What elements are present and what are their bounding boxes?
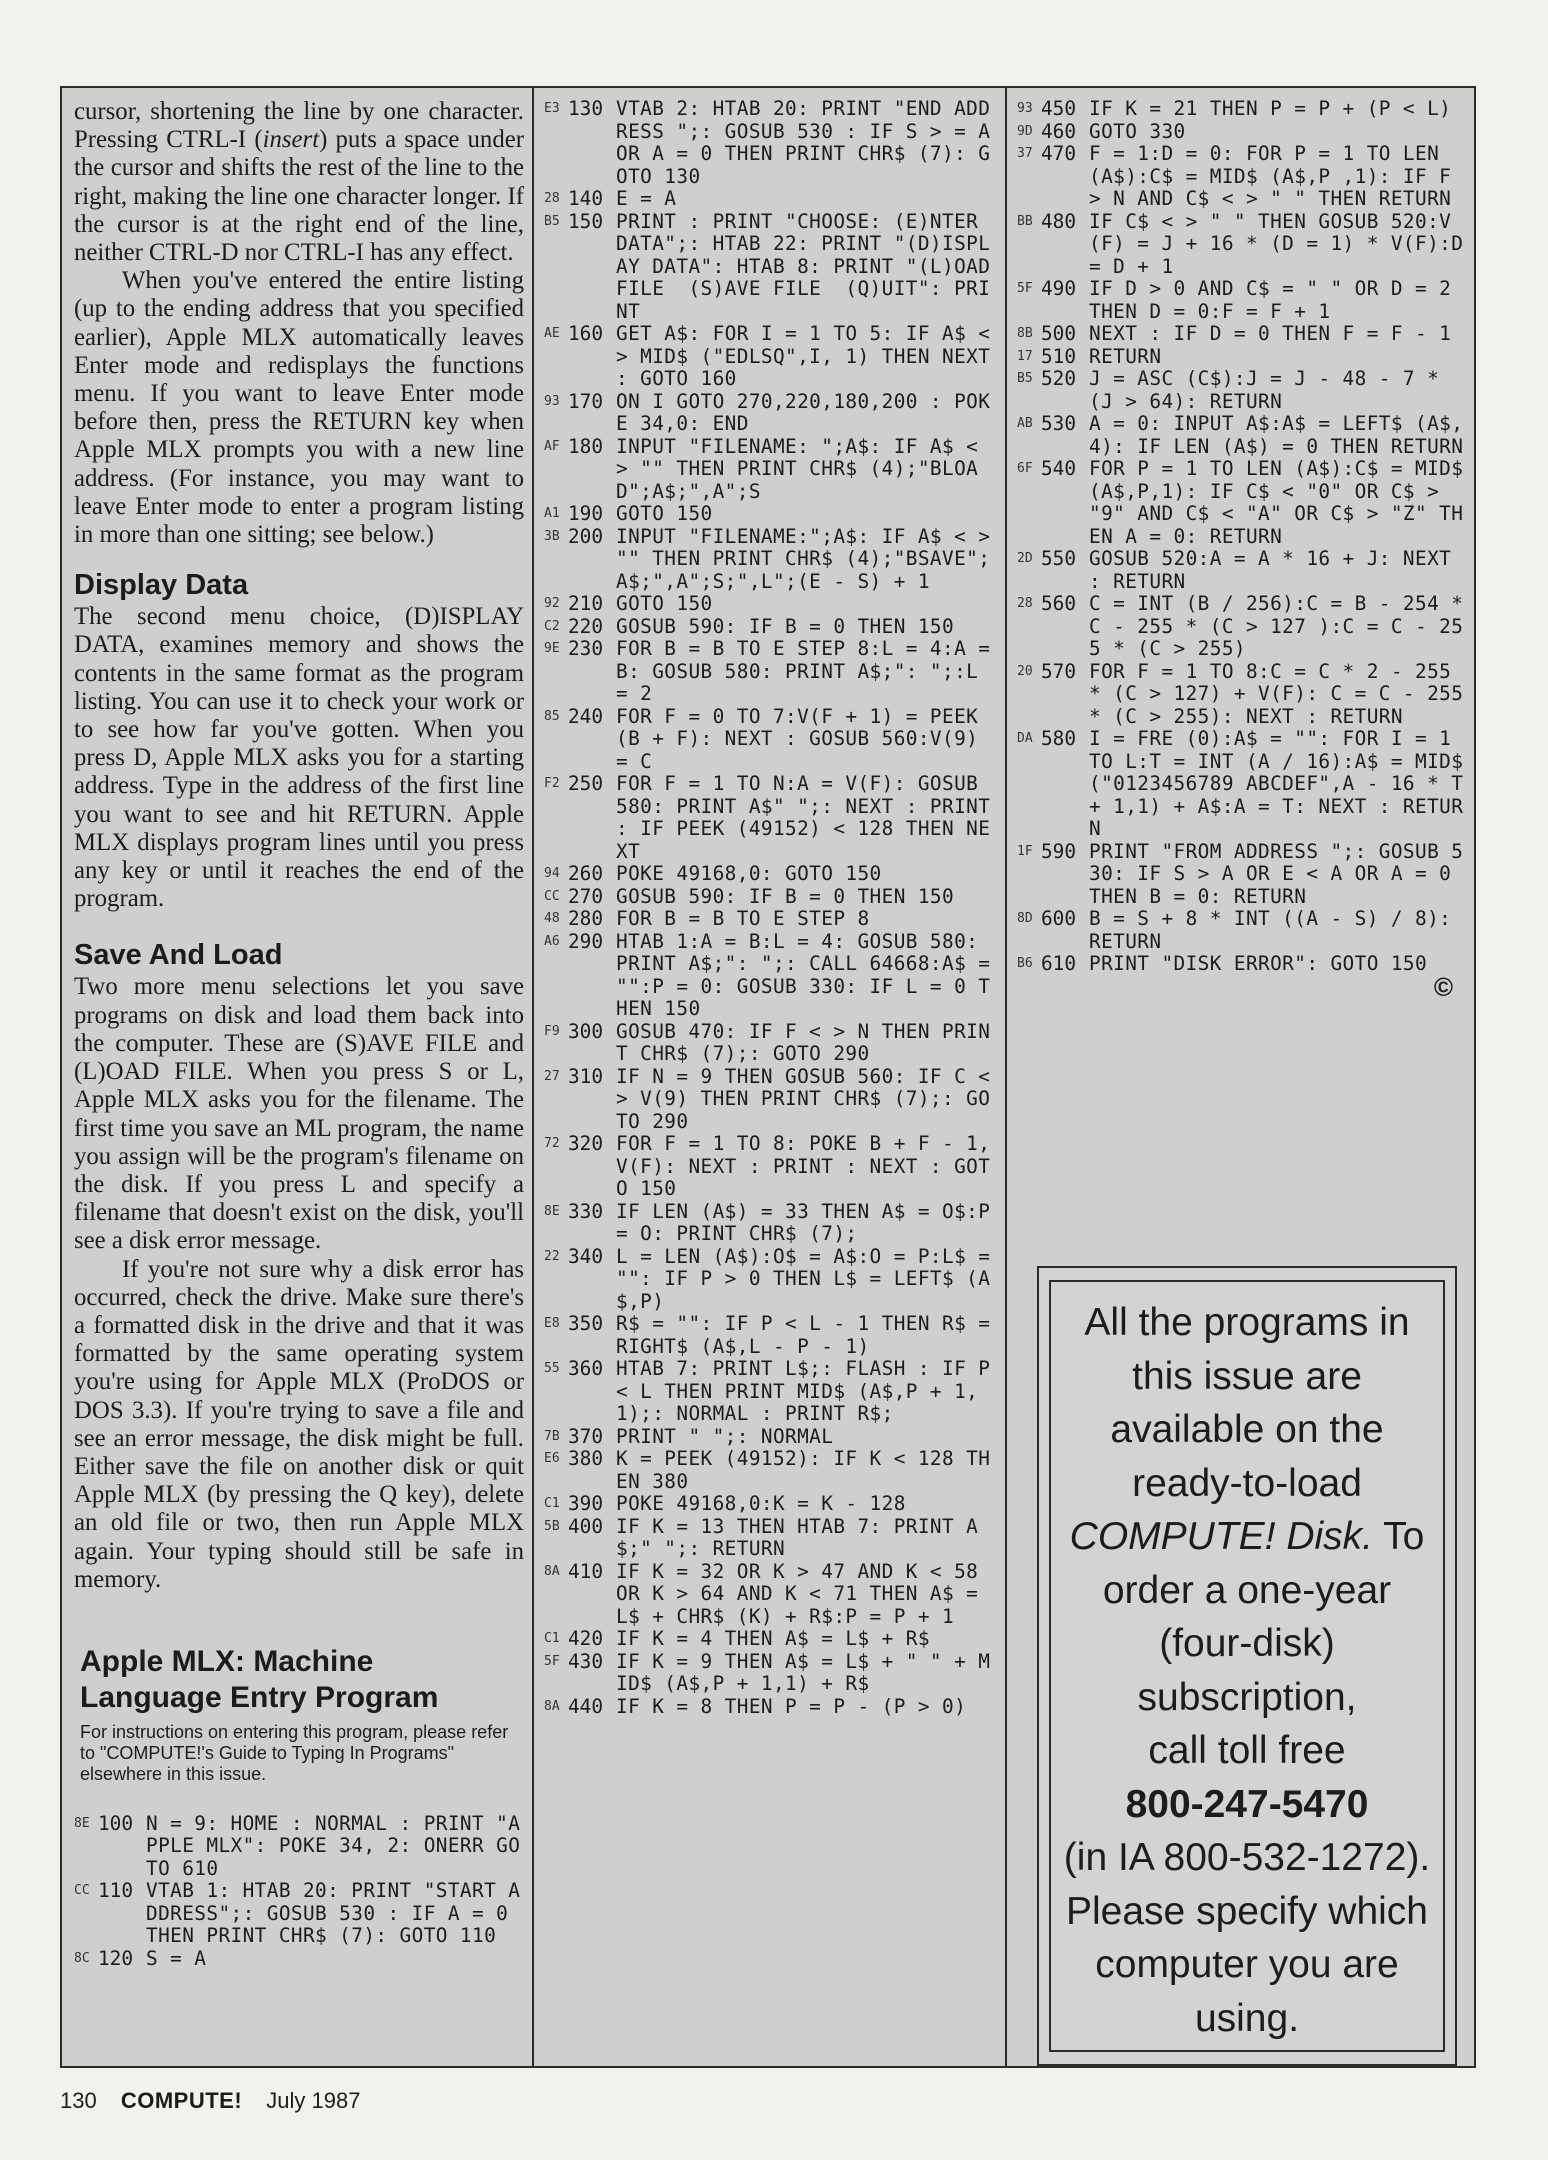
ad-text: ready-to-load [1132,1461,1362,1505]
line-number: 380 [568,1447,604,1470]
listing-line [1017,209,1476,279]
line-number: 600 [1041,907,1077,930]
basic-statement: PRINT " ";: NORMAL [616,1424,834,1448]
checksum: A1 [544,506,560,521]
checksum: 8A [544,1563,560,1579]
program-listing [1017,97,1476,976]
paragraph: Two more menu selections let you save programs on disk and load them back into the computer. These are (S)AVE FILE and (L)OAD FILE. When you press S or L, Apple MLX asks you for the filename. The first time you save an ML program, the name you assign will be the program's filename on the disk. If you press L and specify a filename that doesn't exist on the disk, you'll see a disk error message. [74,973,524,1255]
checksum: B5 [1017,371,1033,386]
magazine-page [60,86,1476,2068]
checksum: 28 [544,191,560,206]
checksum: 5F [1017,281,1033,296]
checksum: 5F [544,1653,560,1669]
checksum: AF [544,438,560,454]
line-number: 190 [568,502,604,525]
line-number: 510 [1041,344,1077,368]
listing-line [544,1696,999,1719]
program-title-line: Language Entry Program [80,1680,439,1714]
listing-line [1017,457,1476,548]
line-number: 570 [1041,659,1077,683]
basic-statement: POKE 49168,0: GOTO 150 [616,862,882,885]
line-number: 440 [568,1694,604,1718]
listing-line [544,637,1003,706]
basic-statement: GOTO 330 [1089,119,1186,143]
checksum: 55 [544,1361,560,1376]
listing-line [1017,953,1467,976]
paragraph: When you've entered the entire listing (up to the ending address that you specified earlier), Apple MLX automatically leaves Enter mode and redisplays the functions menu. If you want to leave Enter mode before then, press the RETURN key when Apple MLX prompts you with a new line address. (For instance, you may want to leave Enter mode to enter a program listing in more than one sitting; see below.) [74,267,524,549]
issue-date: July 1987 [266,2088,361,2113]
basic-statement: IF K = 9 THEN A$ = L$ + " " + MID$ (A$,P + 1,1) + R$ [616,1649,991,1695]
listing-line [1017,98,1467,121]
checksum: B5 [544,213,560,229]
basic-statement: NEXT : IF D = 0 THEN F = F - 1 [1089,322,1452,345]
checksum: C2 [544,618,560,634]
basic-statement: FOR F = 1 TO N:A = V(F): GOSUB 580: PRINT A$" ";: NEXT : PRINT : IF PEEK (49152) < 128 THEN NEXT [616,772,1003,863]
listing-line [1017,143,1467,211]
line-number: 170 [568,389,604,413]
basic-statement: IF K = 4 THEN A$ = L$ + R$ [616,1627,930,1650]
checksum: 28 [1017,596,1033,611]
checksum: 5B [544,1518,560,1534]
line-number: 550 [1041,547,1077,570]
checksum: CC [544,888,560,904]
basic-statement: HTAB 7: PRINT L$;: FLASH : IF P < L THEN PRINT MID$ (A$,P + 1,1);: NORMAL : PRINT R$; [616,1357,1003,1425]
line-number: 280 [568,907,604,930]
line-number: 290 [568,929,604,953]
listing-line [544,97,1003,188]
disk-subscription-ad [1037,1266,1457,2066]
listing-line [544,188,999,211]
basic-statement: IF K = 13 THEN HTAB 7: PRINT A$;" ";: RETURN [616,1514,979,1560]
column-2 [544,97,1003,1718]
basic-statement: IF LEN (A$) = 33 THEN A$ = O$:P = O: PRINT CHR$ (7); [616,1199,1003,1245]
basic-statement: HTAB 1:A = B:L = 4: GOSUB 580: PRINT A$;": ";: CALL 64668:A$ = "":P = 0: GOSUB 330: IF L = 0 THEN 150 [616,929,1003,1020]
checksum: 85 [544,708,560,724]
basic-statement: IF D > 0 AND C$ = " " OR D = 2 THEN D = 0:F = F + 1 [1089,277,1464,323]
ad-text: computer you are [1095,1943,1399,1986]
listing-line [1017,368,1467,413]
basic-statement: GOSUB 470: IF F < > N THEN PRINT CHR$ (7);: GOTO 290 [616,1019,991,1065]
ad-text-line [1051,1510,1443,1564]
listing-line [1017,659,1476,729]
listing-line [544,1493,999,1516]
column-3 [1017,97,1476,2040]
line-number: 420 [568,1627,604,1650]
ad-text: To [1373,1515,1425,1558]
line-number: 110 [98,1879,134,1903]
listing-line [544,1357,1003,1426]
basic-statement: FOR F = 1 TO 8:C = C * 2 - 255 * (C > 127) + V(F): C = C - 255 * (C > 255): NEXT : RETURN [1089,659,1476,728]
line-number: 460 [1041,119,1077,143]
basic-statement: A = 0: INPUT A$:A$ = LEFT$ (A$,4): IF LEN (A$) = 0 THEN RETURN [1089,412,1464,458]
checksum: E8 [544,1316,560,1331]
listing-line [1017,592,1476,661]
basic-statement: B = S + 8 * INT ((A - S) / 8): RETURN [1089,907,1464,953]
checksum: 72 [544,1136,560,1151]
checksum: AB [1017,416,1033,431]
checksum: 9D [1017,123,1033,139]
basic-statement: IF K = 32 OR K > 47 AND K < 58 OR K > 64 AND K < 71 THEN A$ = L$ + CHR$ (K) + R$:P = P + 1 [616,1559,991,1628]
basic-statement: VTAB 2: HTAB 20: PRINT "END ADDRESS ";: GOSUB 530 : IF S > = A OR A = 0 THEN PRINT CHR$ (7): GOTO 130 [616,97,1003,188]
listing-line [1017,346,1467,369]
basic-statement: GOSUB 520:A = A * 16 + J: NEXT : RETURN [1089,547,1464,593]
listing-line [1017,413,1467,458]
basic-statement: I = FRE (0):A$ = "": FOR I = 1 TO L:T = INT (A / 16):A$ = MID$ ("0123456789 ABCDEF",A - 16 * T + 1,1) + A$:A = T: NEXT : RETURN [1089,727,1476,840]
listing-line [544,524,1003,594]
basic-statement: F = 1:D = 0: FOR P = 1 TO LEN (A$):C$ = MID$ (A$,P ,1): IF F > N AND C$ < > " " THEN RETURN [1089,142,1464,210]
basic-statement: R$ = "": IF P < L - 1 THEN R$ = RIGHT$ (A$,L - P - 1) [616,1312,1003,1358]
line-number: 580 [1041,727,1077,750]
line-number: 470 [1041,142,1077,165]
checksum: DA [1017,731,1033,746]
line-number: 140 [568,187,604,210]
listing-line [544,706,999,774]
checksum: C1 [544,1496,560,1511]
column-divider [532,88,534,2066]
magazine-name: COMPUTE! [120,2088,243,2113]
basic-statement: FOR F = 1 TO 8: POKE B + F - 1,V(F): NEXT : PRINT : NEXT : GOTO 150 [616,1132,991,1200]
line-number: 130 [568,97,604,120]
listing-line [544,322,1003,391]
basic-statement: N = 9: HOME : NORMAL : PRINT "APPLE MLX": POKE 34, 2: ONERR GOTO 610 [146,1811,521,1880]
listing-line [544,1561,999,1629]
basic-statement: IF K = 21 THEN P = P + (P < L) [1089,97,1452,120]
basic-statement: IF K = 8 THEN P = P - (P > 0) [616,1694,967,1718]
listing-line [1017,121,1467,144]
basic-statement: PRINT : PRINT "CHOOSE: (E)NTER DATA";: HTAB 22: PRINT "(D)ISPLAY DATA": HTAB 8: PRINT "(L)OAD FILE (S)AVE FILE (Q)UIT": PRINT [616,209,1003,323]
line-number: 220 [568,614,604,638]
checksum: 9E [544,641,560,656]
basic-statement: C = INT (B / 256):C = B - 254 * C - 255 * (C > 127 ):C = C - 255 * (C > 255) [1089,592,1476,660]
basic-statement: INPUT "FILENAME:";A$: IF A$ < > "" THEN PRINT CHR$ (4);"BSAVE";A$;",A";S;",L";(E - S) + 1 [616,524,1003,593]
listing-line [1017,727,1476,841]
checksum: 6F [1017,461,1033,476]
listing-line [544,1312,1003,1358]
basic-statement: PRINT "DISK ERROR": GOTO 150 [1089,952,1428,975]
listing-line [544,1064,1003,1134]
basic-statement: L = LEN (A$):O$ = A$:O = P:L$ = "": IF P > 0 THEN L$ = LEFT$ (A$,P) [616,1244,1003,1313]
listing-line [1017,908,1467,953]
basic-statement: IF C$ < > " " THEN GOSUB 520:V(F) = J + 16 * (D = 1) * V(F):D = D + 1 [1089,209,1476,278]
listing-line [544,436,999,504]
checksum: F2 [544,776,560,791]
ad-frame [1049,1280,1445,2052]
basic-statement: IF N = 9 THEN GOSUB 560: IF C < > V(9) THEN PRINT CHR$ (7);: GOTO 290 [616,1064,1003,1133]
basic-statement: K = PEEK (49152): IF K < 128 THEN 380 [616,1447,991,1493]
listing-line [544,1516,999,1561]
page-number: 130 [60,2088,97,2113]
column-1 [74,98,524,1970]
line-number: 330 [568,1199,604,1223]
line-number: 310 [568,1064,604,1088]
basic-statement: FOR P = 1 TO LEN (A$):C$ = MID$ (A$,P,1): IF C$ < "0" OR C$ > "9" AND C$ < "A" OR C$ > "Z" THEN A = 0: RETURN [1089,457,1476,548]
line-number: 370 [568,1424,604,1448]
checksum: 2D [1017,551,1033,566]
ad-text: All the programs in [1084,1301,1410,1344]
checksum: 20 [1017,663,1033,679]
listing-line [544,1448,999,1493]
line-number: 610 [1041,952,1077,975]
line-number: 150 [568,209,604,233]
line-number: 120 [98,1946,134,1970]
listing-line [544,1133,999,1201]
basic-statement: GOSUB 590: IF B = 0 THEN 150 [616,614,955,638]
listing-line [544,1244,1003,1314]
checksum: 8B [1017,326,1033,341]
listing-line [544,1651,999,1696]
basic-statement: J = ASC (C$):J = J - 48 - 7 * (J > 64): RETURN [1089,367,1452,413]
checksum: 7B [544,1428,560,1444]
checksum: CC [74,1883,90,1899]
basic-statement: GOSUB 590: IF B = 0 THEN 150 [616,884,955,908]
checksum: E3 [544,101,560,116]
ad-text: available on the [1110,1408,1384,1451]
program-title [80,1644,524,1716]
checksum: C1 [544,1631,560,1646]
listing-line [74,1813,524,1881]
line-number: 100 [98,1811,134,1835]
checksum: AE [544,326,560,341]
listing-line [544,863,999,886]
listing-line [1017,278,1467,323]
listing-line [74,1948,524,1971]
checksum: 93 [544,393,560,409]
typing-instructions-note: For instructions on entering this program, please refer to "COMPUTE!'s Guide to Typing In Programs" elsewhere in this issue. [80,1721,509,1784]
checksum: 3B [544,528,560,544]
basic-statement: FOR B = B TO E STEP 8:L = 4:A = B: GOSUB 580: PRINT A$;": ";:L = 2 [616,637,1003,705]
checksum: BB [1017,213,1033,229]
line-number: 450 [1041,97,1077,120]
ad-text: (in IA 800-532-1272). [1063,1836,1431,1879]
program-listing [544,97,1003,1718]
basic-statement: POKE 49168,0:K = K - 128 [616,1492,906,1515]
line-number: 250 [568,772,604,795]
listing-line [544,1426,999,1449]
basic-statement: E = A [616,187,677,210]
ad-text: subscription, [1137,1675,1357,1719]
line-number: 490 [1041,277,1077,300]
ad-text: (four-disk) [1159,1622,1335,1665]
checksum: 1F [1017,843,1033,859]
checksum: 8E [74,1815,90,1831]
page-footer [60,2088,360,2114]
line-number: 260 [568,862,604,885]
line-number: 500 [1041,322,1077,345]
line-number: 200 [568,524,604,548]
line-number: 320 [568,1132,604,1155]
basic-statement: VTAB 1: HTAB 20: PRINT "START ADDRESS";: GOSUB 530 : IF A = 0 THEN PRINT CHR$ (7): GOTO 110 [146,1879,521,1948]
listing-line [544,593,999,616]
checksum: E6 [544,1451,560,1466]
line-number: 590 [1041,839,1077,863]
line-number: 340 [568,1244,604,1268]
line-number: 430 [568,1649,604,1673]
product-name: COMPUTE! Disk. [1069,1515,1373,1558]
checksum: 48 [544,911,560,926]
basic-statement: GOTO 150 [616,592,713,615]
listing-line [1017,841,1467,909]
ad-text: using. [1194,1996,1300,2040]
program-title-line: Apple MLX: Machine [80,1644,374,1678]
basic-statement: FOR F = 0 TO 7:V(F + 1) = PEEK (B + F): NEXT : GOSUB 560:V(9) = C [616,704,991,773]
listing-line [1017,548,1467,593]
listing-line [544,503,999,526]
ad-text: order a one-year [1102,1568,1392,1612]
basic-statement: PRINT "FROM ADDRESS ";: GOSUB 530: IF S > A OR E < A OR A = 0 THEN B = 0: RETURN [1089,839,1464,908]
line-number: 270 [568,884,604,908]
ad-text: this issue are [1132,1354,1362,1398]
line-number: 230 [568,637,604,660]
listing-line [544,929,1003,1021]
paragraph: If you're not sure why a disk error has occurred, check the drive. Make sure there's a formatted disk in the drive and that it was formatted by the same operating system you're using for Apple MLX (ProDOS or DOS 3.3). If you're trying to save a file and see an error message, the disk might be full. Either save the file on another disk or quit Apple MLX (by pressing the Q key), delete an old file or two, then run Apple MLX again. Your typing should still be safe in memory. [74,1255,524,1593]
checksum: 17 [1017,348,1033,364]
checksum: 94 [544,866,560,881]
checksum: 8C [74,1950,90,1966]
line-number: 520 [1041,367,1077,390]
column-divider [1005,88,1007,2066]
line-number: 560 [1041,592,1077,615]
listing-line [1017,323,1467,346]
paragraph: cursor, shortening the line by one character. Pressing CTRL-I (insert) puts a space under the cursor and shifts the rest of the line to the right, making the line one character longer. If the cursor is at the right end of the line, neither CTRL-D nor CTRL-I has any effect. [74,98,524,267]
line-number: 210 [568,592,604,615]
line-number: 480 [1041,209,1077,233]
line-number: 240 [568,704,604,728]
line-number: 180 [568,434,604,458]
checksum: 93 [1017,101,1033,116]
listing-line [544,908,999,931]
basic-statement: GOTO 150 [616,502,713,525]
toll-free-phone-number: 800-247-5470 [1125,1782,1369,1826]
listing-line [544,772,1003,863]
listing-line [544,1199,1003,1246]
listing-line [544,391,999,436]
checksum: 8E [544,1203,560,1219]
section-heading-display-data: Display Data [74,569,249,602]
end-of-article-mark: © [1433,971,1453,1002]
line-number: 530 [1041,412,1077,435]
line-number: 300 [568,1019,604,1043]
line-number: 350 [568,1312,604,1335]
checksum: 22 [544,1248,560,1264]
listing-line [544,209,1003,324]
listing-line [544,1021,999,1066]
section-heading-save-and-load: Save And Load [74,939,283,972]
checksum: 8D [1017,911,1033,926]
line-number: 400 [568,1514,604,1538]
basic-statement: INPUT "FILENAME: ";A$: IF A$ < > "" THEN PRINT CHR$ (4);"BLOAD";A$;",A";S [616,434,991,503]
ad-text: call toll free [1148,1729,1346,1772]
basic-statement: ON I GOTO 270,220,180,200 : POKE 34,0: END [616,389,991,435]
line-number: 160 [568,322,604,345]
basic-statement: RETURN [1089,344,1162,368]
line-number: 540 [1041,457,1077,480]
basic-statement: GET A$: FOR I = 1 TO 5: IF A$ < > MID$ ("EDLSQ",I, 1) THEN NEXT : GOTO 160 [616,322,1003,390]
listing-line [74,1880,524,1948]
basic-statement: FOR B = B TO E STEP 8 [616,907,870,930]
checksum: 92 [544,596,560,611]
checksum: A6 [544,933,560,949]
checksum: F9 [544,1023,560,1039]
checksum: B6 [1017,956,1033,971]
checksum: 37 [1017,146,1033,161]
listing-line [544,616,999,639]
listing-line [544,1628,999,1651]
line-number: 360 [568,1357,604,1380]
paragraph: The second menu choice, (D)ISPLAY DATA, examines memory and shows the contents in the same format as the program listing. You can use it to check your work or to see how far you've gotten. When you press D, Apple MLX asks you for a starting address. Type in the address of the first line you want to see and hit RETURN. Apple MLX displays program lines until you press any key or until it reaches the end of the program. [74,603,524,913]
ad-text: Please specify which [1065,1889,1428,1933]
program-listing [74,1813,524,1971]
checksum: 27 [544,1068,560,1084]
basic-statement: S = A [146,1946,207,1970]
listing-line [544,886,999,909]
checksum: 8A [544,1698,560,1714]
line-number: 390 [568,1492,604,1515]
line-number: 410 [568,1559,604,1583]
